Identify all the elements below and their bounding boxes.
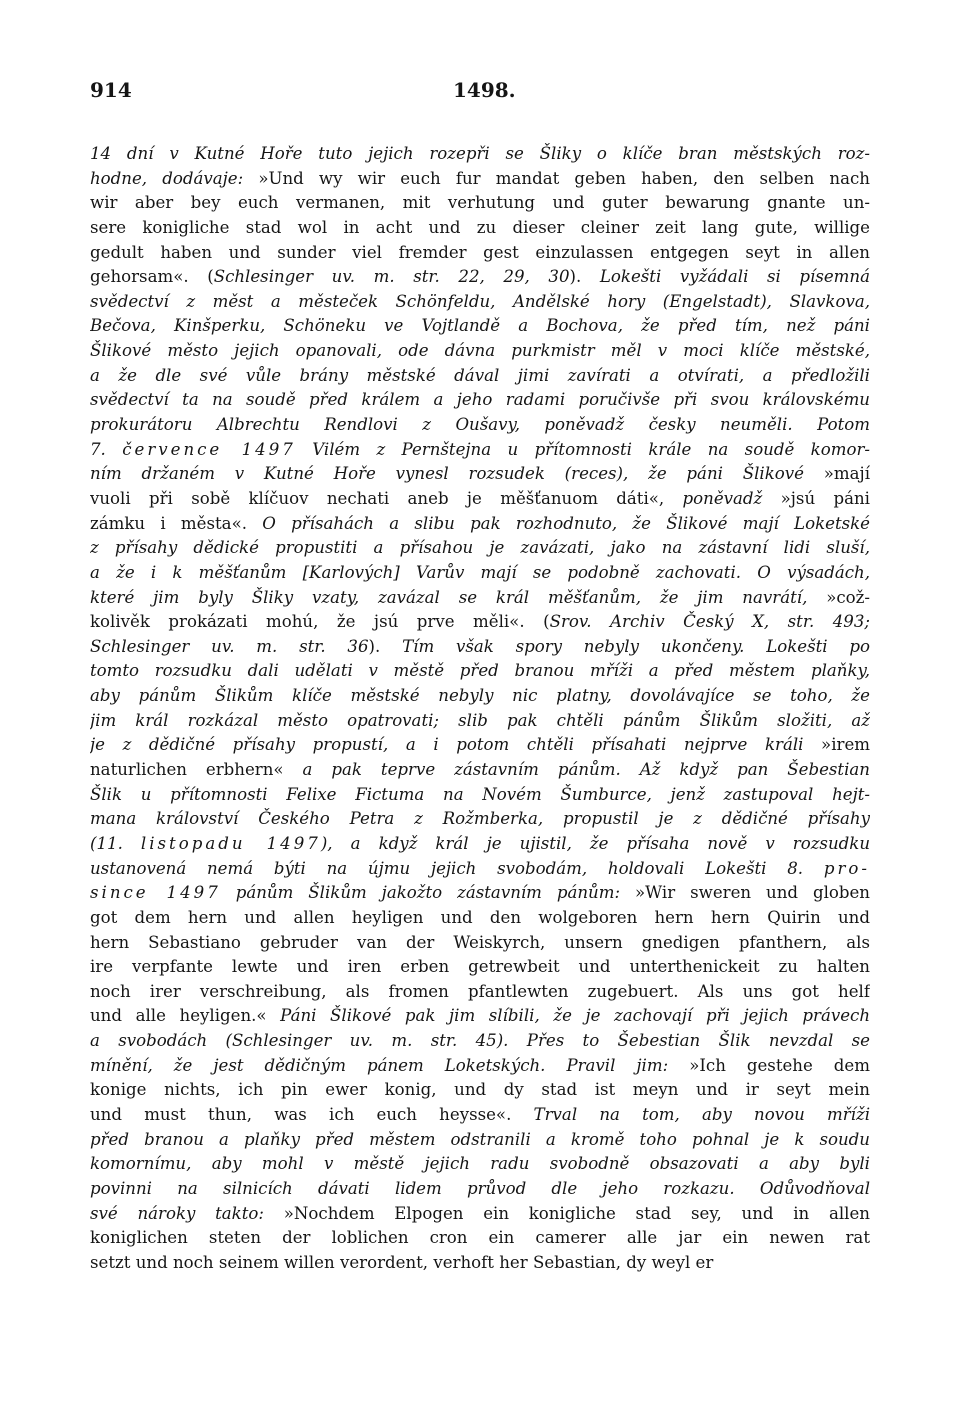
- body-text: [90, 142, 870, 1275]
- italic-text-segment: (11.: [90, 833, 141, 853]
- text-line: [90, 462, 870, 487]
- text-segment: »Wir sweren und globen: [635, 883, 870, 903]
- text-line: [90, 758, 870, 783]
- italic-text-segment: svědectví z měst a městeček Schönfeldu, Andělské hory (Engelstadt), Slavkova,: [90, 291, 870, 311]
- text-segment: ire verpfante lewte und iren erben getrewbeit und unterthenickeit zu halten: [90, 957, 870, 977]
- text-segment: gedult haben und sunder viel fremder gest einzulassen entgegen seyt in allen: [90, 242, 870, 262]
- text-line: [90, 807, 870, 832]
- italic-text-segment: povinni na silnicích dávati lidem průvod dle jeho rozkazu. Odůvodňoval: [90, 1178, 870, 1198]
- text-segment: kolivěk prokázati mohú, že jsú prve měli«. (: [90, 612, 550, 632]
- text-line: [90, 684, 870, 709]
- text-line: [90, 586, 870, 611]
- text-line: [90, 364, 870, 389]
- text-line: [90, 733, 870, 758]
- text-line: [90, 1054, 870, 1079]
- text-line: [90, 783, 870, 808]
- text-line: [90, 635, 870, 660]
- text-line: [90, 1078, 870, 1103]
- italic-text-segment: svědectví ta na soudě před králem a jeho radami poručivše při svou královskému: [90, 390, 870, 410]
- text-line: [90, 931, 870, 956]
- text-line: [90, 881, 870, 906]
- italic-text-segment: poněvadž: [682, 488, 781, 508]
- text-line: [90, 1128, 870, 1153]
- italic-text-segment: pro-: [823, 858, 870, 878]
- text-line: [90, 388, 870, 413]
- text-segment: konige nichts, ich pin ewer konig, und dy stad ist meyn und ir seyt mein: [90, 1080, 870, 1100]
- italic-text-segment: je z dědičné přísahy propustí, a i potom chtěli přísahati nejprve králi: [90, 735, 822, 755]
- text-segment: ).: [368, 636, 403, 656]
- text-segment: ).: [569, 267, 600, 287]
- page-number: 914: [90, 78, 132, 102]
- text-segment: gehorsam«. (: [90, 267, 214, 287]
- italic-text-segment: aby pánům Šlikům klíče městské nebyly nic platny, dovolávajíce se toho, že: [90, 686, 870, 706]
- text-segment: und alle heyligen.«: [90, 1006, 281, 1026]
- text-line: [90, 1103, 870, 1128]
- italic-text-segment: komornímu, aby mohl v městě jejich radu svobodně obsazovati a aby byli: [90, 1154, 870, 1174]
- text-line: [90, 339, 870, 364]
- text-line: [90, 314, 870, 339]
- text-segment: zámku i města«.: [90, 513, 263, 533]
- text-segment: hern Sebastiano gebruder van der Weiskyrch, unsern gnedigen pfanthern, als: [90, 932, 870, 952]
- text-line: [90, 1226, 870, 1251]
- italic-text-segment: před branou a plaňky před městem odstranili a kromě toho pohnal je k soudu: [90, 1129, 870, 1149]
- italic-text-segment: Lokešti vyžádali si písemná: [599, 267, 870, 287]
- text-line: [90, 167, 870, 192]
- text-line: [90, 487, 870, 512]
- italic-text-segment: tomto rozsudku dali udělati v městě před branou mříži a před městem plaňky,: [90, 661, 870, 681]
- text-line: [90, 832, 870, 857]
- italic-text-segment: mínění, že jest dědičným pánem Loketských. Pravil jim:: [90, 1055, 690, 1075]
- text-segment: »Und wy wir euch fur mandat geben haben, den selben nach: [258, 168, 870, 188]
- text-segment: und must thun, was ich euch heysse«.: [90, 1104, 534, 1124]
- text-segment: koniglichen steten der loblichen cron ein camerer alle jar ein newen rat: [90, 1228, 870, 1248]
- text-segment: setzt und noch seinem willen verordent, verhoft her Sebastian, dy weyl er: [90, 1252, 714, 1272]
- text-line: [90, 906, 870, 931]
- italic-text-segment: Tím však spory nebyly ukončeny. Lokešti po: [402, 636, 870, 656]
- text-line: [90, 536, 870, 561]
- italic-text-segment: ), a když král je ujistil, že přísaha nově v rozsudku: [320, 833, 870, 853]
- text-line: [90, 610, 870, 635]
- text-line: [90, 857, 870, 882]
- italic-text-segment: listopadu 1497: [140, 833, 321, 853]
- text-line: [90, 191, 870, 216]
- italic-text-segment: mana království Českého Petra z Rožmberka, propustil je z dědičné přísahy: [90, 809, 870, 829]
- text-segment: got dem hern und allen heyligen und den wolgeboren hern hern Quirin und: [90, 907, 870, 927]
- italic-text-segment: ním držaném v Kutné Hoře vynesl rozsudek (reces), že páni Šlikové: [90, 464, 824, 484]
- text-line: [90, 561, 870, 586]
- italic-text-segment: a svobodách (Schlesinger uv. m. str. 45). Přes to Šebestian Šlik nevzdal se: [90, 1031, 870, 1051]
- italic-text-segment: své nároky takto:: [90, 1203, 284, 1223]
- italic-text-segment: since 1497: [90, 883, 221, 903]
- text-line: [90, 1251, 870, 1276]
- running-head: 1498.: [453, 78, 516, 102]
- italic-text-segment: prokurátoru Albrechtu Rendlovi z Oušavy, poněvadž česky neuměli. Potom: [90, 415, 870, 435]
- text-line: [90, 512, 870, 537]
- italic-text-segment: Vilém z Pernštejna u přítomnosti krále na soudě komor-: [295, 439, 870, 459]
- italic-text-segment: Srov. Archiv Český X, str. 493;: [549, 612, 870, 632]
- text-line: [90, 290, 870, 315]
- text-segment: »Nochdem Elpogen ein konigliche stad sey, und in allen: [283, 1203, 870, 1223]
- text-line: [90, 438, 870, 463]
- text-line: [90, 1177, 870, 1202]
- text-segment: »Ich gestehe dem: [689, 1055, 870, 1075]
- italic-text-segment: a pak teprve zástavním pánům. Až když pan Šebestian: [302, 760, 870, 780]
- text-line: [90, 709, 870, 734]
- text-segment: noch irer verschreibung, als fromen pfantlewten zugebuert. Als uns got helf: [90, 981, 870, 1001]
- italic-text-segment: z přísahy dědické propustiti a přísahou je zavázati, jako na zástavní lidi sluší,: [90, 538, 870, 558]
- text-segment: naturlichen erbhern«: [90, 760, 303, 780]
- italic-text-segment: pánům Šlikům jakožto zástavním pánům:: [220, 883, 636, 903]
- text-segment: sere konigliche stad wol in acht und zu dieser cleiner zeit lang gute, willige: [90, 217, 870, 237]
- italic-text-segment: Schlesinger uv. m. str. 22, 29, 30: [213, 267, 570, 287]
- text-segment: wir aber bey euch vermanen, mit verhutung und guter bewarung gnante un-: [90, 193, 870, 213]
- text-segment: »což-: [826, 587, 870, 607]
- text-line: [90, 955, 870, 980]
- text-line: [90, 142, 870, 167]
- italic-text-segment: a že dle své vůle brány městské dával jimi zavírati a otvírati, a předložili: [90, 365, 870, 385]
- text-line: [90, 241, 870, 266]
- text-line: [90, 413, 870, 438]
- italic-text-segment: Bečova, Kinšperku, Schöneku ve Vojtlandě a Bochova, že před tím, než páni: [90, 316, 870, 336]
- text-line: [90, 1029, 870, 1054]
- text-segment: vuoli při sobě klíčuov nechati aneb je měšťanuom dáti«,: [90, 488, 683, 508]
- italic-text-segment: které jim byly Šliky vzaty, zavázal se král měšťanům, že jim navrátí,: [90, 587, 827, 607]
- text-line: [90, 659, 870, 684]
- italic-text-segment: ustanovená nemá býti na újmu jejich svobodám, holdovali Lokešti 8.: [90, 858, 824, 878]
- text-segment: »mají: [823, 464, 870, 484]
- italic-text-segment: 14 dní v Kutné Hoře tuto jejich rozepři se Šliky o klíče bran městských roz-: [90, 144, 870, 163]
- page-header: [90, 78, 870, 108]
- italic-text-segment: července 1497: [122, 439, 296, 459]
- text-line: [90, 216, 870, 241]
- italic-text-segment: Šlikové město jejich opanovali, ode dávna purkmistr měl v moci klíče městské,: [90, 341, 870, 361]
- italic-text-segment: a že i k měšťanům [Karlových] Varův mají se podobně zachovati. O výsadách,: [90, 562, 870, 582]
- italic-text-segment: Šlik u přítomnosti Felixe Fictuma na Novém Šumburce, jenž zastupoval hejt-: [90, 784, 870, 804]
- italic-text-segment: Páni Šlikové pak jim slíbili, že je zachovají při jejich právech: [280, 1006, 870, 1026]
- text-segment: »jsú páni: [780, 488, 870, 508]
- text-line: [90, 1202, 870, 1227]
- italic-text-segment: O přísahách a slibu pak rozhodnuto, že Šlikové mají Loketské: [262, 513, 870, 533]
- text-line: [90, 1004, 870, 1029]
- italic-text-segment: jim král rozkázal město opatrovati; slib pak chtěli pánům Šlikům složiti, až: [90, 710, 870, 730]
- text-segment: »irem: [821, 735, 870, 755]
- text-line: [90, 1152, 870, 1177]
- text-line: [90, 265, 870, 290]
- text-line: [90, 980, 870, 1005]
- italic-text-segment: 7.: [90, 439, 123, 459]
- italic-text-segment: hodne, dodávaje:: [90, 168, 259, 188]
- italic-text-segment: Schlesinger uv. m. str. 36: [90, 636, 369, 656]
- italic-text-segment: Trval na tom, aby novou mříži: [533, 1104, 870, 1124]
